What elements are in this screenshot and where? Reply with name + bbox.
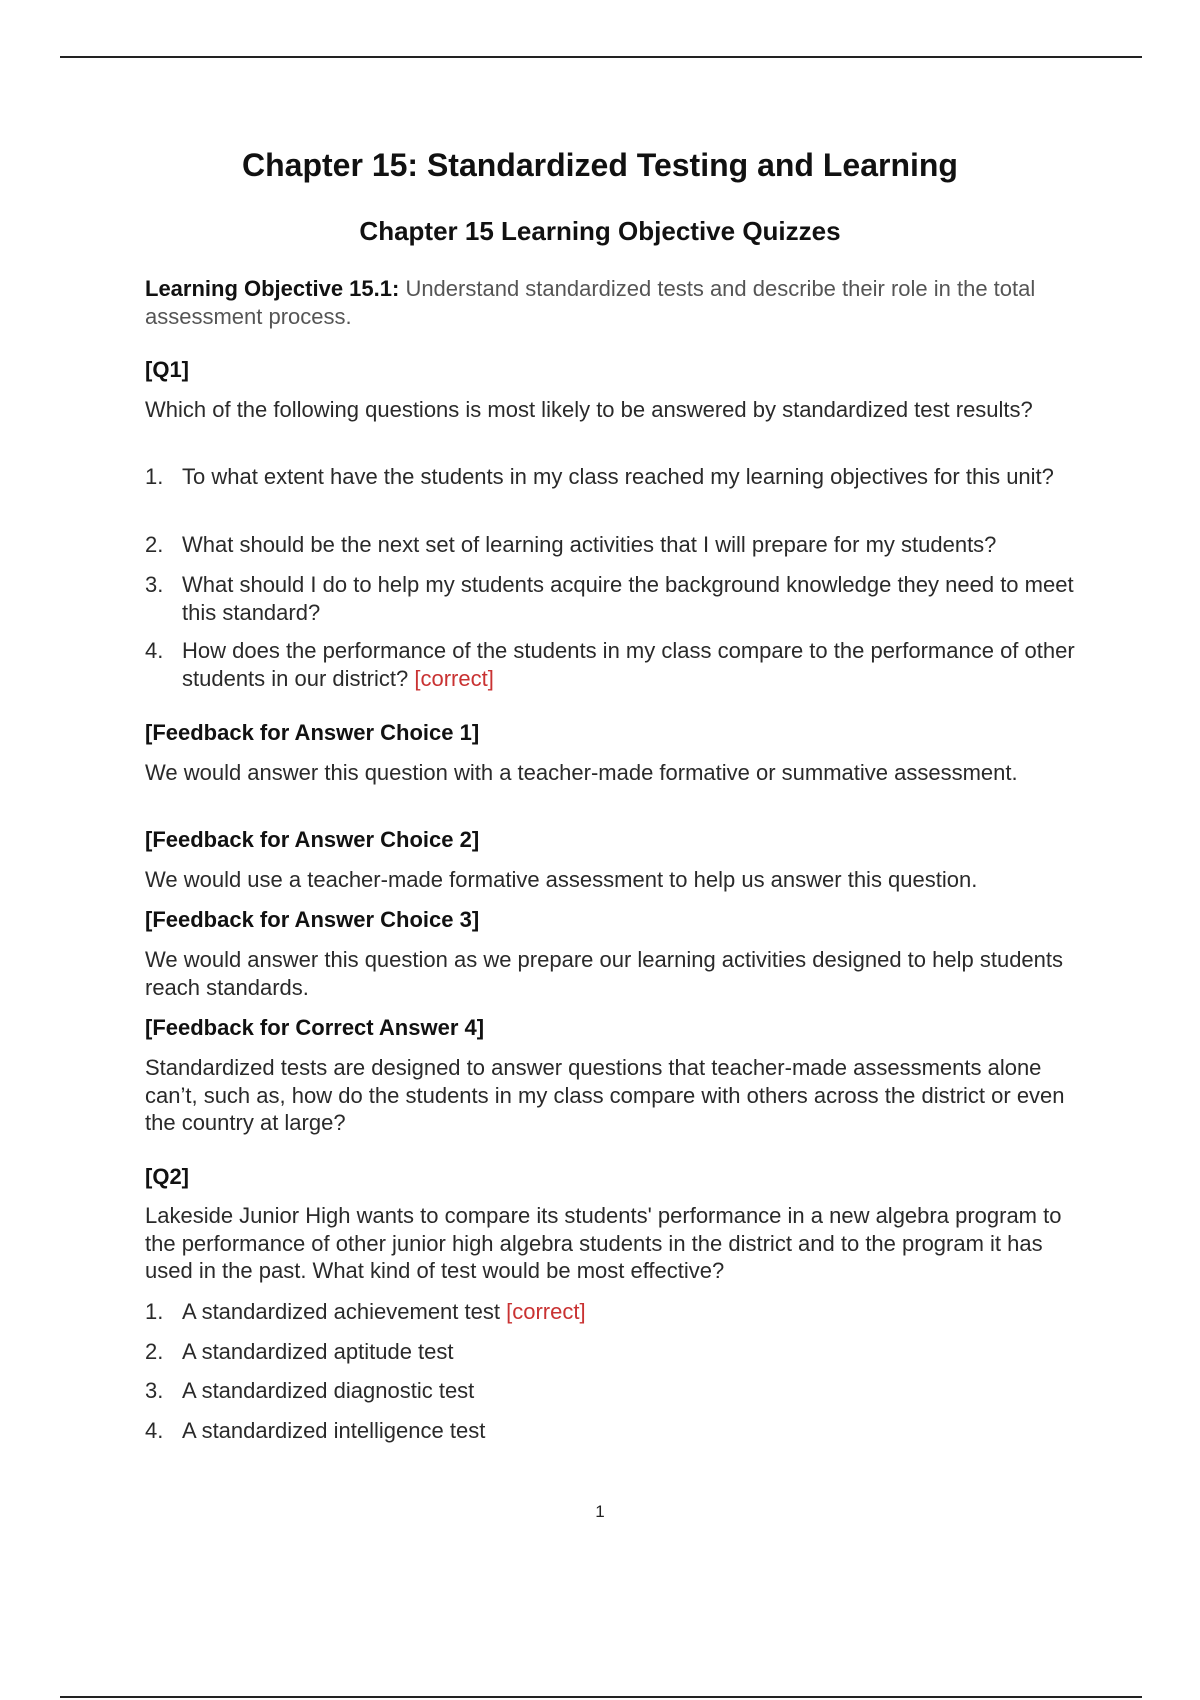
choice-text: A standardized diagnostic test — [182, 1378, 475, 1403]
feedback-1-heading: [Feedback for Answer Choice 1] — [145, 720, 480, 745]
choice-text — [182, 1298, 1095, 1326]
choice-text: A standardized intelligence test — [182, 1418, 486, 1443]
choice-number: 4. — [145, 1418, 164, 1443]
objective-label: Learning Objective 15.1: — [145, 276, 400, 301]
choice-number: 3. — [145, 572, 164, 597]
choice-number: 1. — [145, 464, 164, 489]
bottom-rule — [60, 1696, 1142, 1698]
q2-choice-1 — [145, 1298, 1095, 1326]
choice-text — [182, 637, 1095, 692]
choice-text-body: A standardized achievement test — [182, 1299, 500, 1324]
feedback-4-heading: [Feedback for Correct Answer 4] — [145, 1015, 485, 1040]
choice-text-body: How does the performance of the students in my class compare to the performance of other students in our district? — [182, 638, 1075, 691]
q2-question: Lakeside Junior High wants to compare its students' performance in a new algebra program to the performance of other junior high algebra students in the district and to the program it has used in the past. What kind of test would be most effective? — [145, 1203, 1062, 1283]
feedback-4-text: Standardized tests are designed to answer questions that teacher-made assessments alone can’t, such as, how do the students in my class compare with others across the district or even the country at large? — [145, 1055, 1065, 1135]
choice-number: 2. — [145, 1339, 164, 1364]
learning-objective — [145, 275, 1095, 330]
choice-text: What should I do to help my students acquire the background knowledge they need to meet this standard? — [182, 572, 1074, 625]
page-number: 1 — [595, 1502, 605, 1521]
feedback-1-text: We would answer this question with a teacher-made formative or summative assessment. — [145, 760, 1018, 785]
q2-choice-4 — [145, 1417, 1095, 1445]
top-rule — [60, 56, 1142, 58]
choice-number: 2. — [145, 532, 164, 557]
feedback-2-heading: [Feedback for Answer Choice 2] — [145, 827, 480, 852]
choice-text: What should be the next set of learning activities that I will prepare for my students? — [182, 532, 997, 557]
feedback-3-text: We would answer this question as we prepare our learning activities designed to help students reach standards. — [145, 947, 1064, 1000]
choice-text: To what extent have the students in my class reached my learning objectives for this unit? — [182, 464, 1054, 489]
q1-choice-1 — [145, 463, 1095, 491]
q1-choice-2 — [145, 531, 1095, 559]
choice-number: 1. — [145, 1299, 164, 1324]
page-title: Chapter 15: Standardized Testing and Learning — [242, 147, 958, 183]
q2-choice-3 — [145, 1377, 1095, 1405]
objective-text: Understand standardized tests and describe their role in the total assessment process. — [145, 276, 1036, 329]
choice-text: A standardized aptitude test — [182, 1339, 454, 1364]
q1-question: Which of the following questions is most likely to be answered by standardized test results? — [145, 397, 1033, 422]
q1-label: [Q1] — [145, 357, 189, 382]
q1-choice-4 — [145, 637, 1095, 692]
q2-choice-2 — [145, 1338, 1095, 1366]
q1-choice-3 — [145, 571, 1095, 626]
feedback-2-text: We would use a teacher-made formative assessment to help us answer this question. — [145, 867, 978, 892]
correct-marker: [correct] — [414, 665, 494, 691]
page-subtitle: Chapter 15 Learning Objective Quizzes — [359, 216, 841, 246]
choice-number: 4. — [145, 638, 164, 663]
feedback-3-heading: [Feedback for Answer Choice 3] — [145, 907, 480, 932]
correct-marker: [correct] — [506, 1299, 586, 1324]
q2-label: [Q2] — [145, 1164, 189, 1189]
choice-number: 3. — [145, 1378, 164, 1403]
